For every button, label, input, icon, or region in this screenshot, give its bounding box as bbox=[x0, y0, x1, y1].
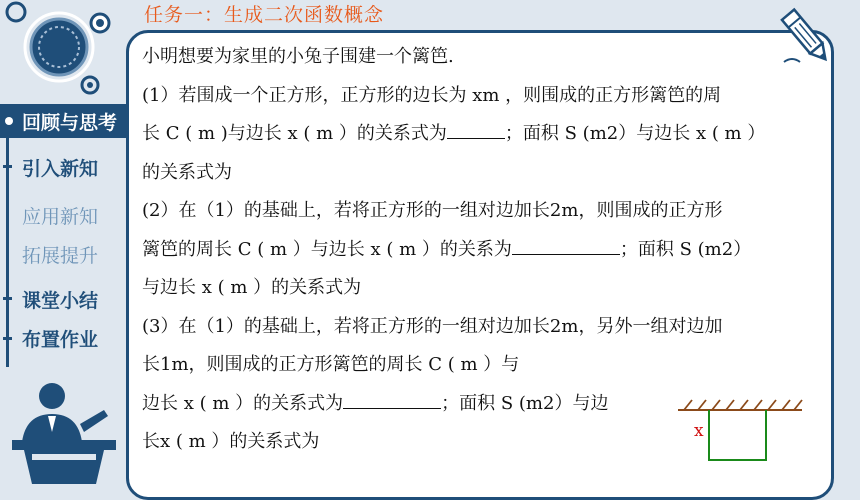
nav-item-apply[interactable] bbox=[0, 198, 132, 232]
nav-item-label: 布置作业 bbox=[22, 328, 99, 351]
q2-line-a: (2）在（1）的基础上，若将正方形的一组对边加长2m，则围成的正方形 bbox=[142, 200, 723, 221]
q3-line-e: 长x ( m ）的关系式为 bbox=[142, 431, 320, 452]
q1-line-a: (1）若围成一个正方形，正方形的边长为 xm ，则围成的正方形篱笆的周 bbox=[142, 84, 722, 106]
q3-line-b: 长1m，则围成的正方形篱笆的周长 C ( m ）与 bbox=[142, 354, 520, 375]
logo-rings-icon bbox=[0, 0, 132, 105]
q3-text-d: ；面积 S (m2）与边 bbox=[441, 392, 609, 414]
fence-figure bbox=[676, 396, 804, 466]
answer-blank[interactable] bbox=[447, 120, 505, 139]
nav-item-extend[interactable] bbox=[0, 237, 132, 271]
q2-line-b bbox=[142, 231, 832, 270]
nav-item-label: 应用新知 bbox=[22, 205, 99, 228]
sidebar bbox=[0, 0, 132, 484]
nav-item-label: 课堂小结 bbox=[22, 289, 99, 312]
presenter-icon bbox=[4, 380, 122, 484]
q2-text-c: ；面积 S (m2） bbox=[619, 238, 752, 260]
bullet-icon bbox=[5, 117, 13, 125]
q1-text-b: 长 C ( m )与边长 x ( m ）的关系式为 bbox=[142, 123, 447, 144]
page-title: 任务一：生成二次函数概念 bbox=[144, 4, 385, 26]
figure-label-x: x bbox=[694, 421, 704, 441]
nav-item-label: 回顾与思考 bbox=[22, 111, 118, 134]
q1-text-c: ；面积 S (m2）与边长 x ( m ） bbox=[504, 123, 766, 144]
q1-line-b bbox=[142, 115, 832, 154]
q3-text-c: 边长 x ( m ）的关系式为 bbox=[142, 392, 344, 414]
nav-item-homework[interactable] bbox=[0, 321, 132, 355]
answer-blank[interactable] bbox=[343, 390, 441, 409]
q2-line-d: 与边长 x ( m ）的关系式为 bbox=[142, 277, 362, 298]
intro-line: 小明想要为家里的小兔子围建一个篱笆. bbox=[142, 46, 454, 67]
nav-item-summary[interactable] bbox=[0, 282, 132, 316]
answer-blank[interactable] bbox=[512, 236, 620, 255]
nav-item-review[interactable] bbox=[0, 104, 132, 138]
nav-item-label: 引入新知 bbox=[22, 157, 99, 180]
q1-line-d: 的关系式为 bbox=[142, 161, 232, 183]
nav-item-introduce[interactable] bbox=[0, 150, 132, 184]
q2-text-b: 篱笆的周长 C ( m ）与边长 x ( m ）的关系为 bbox=[142, 238, 512, 260]
nav-item-label: 拓展提升 bbox=[22, 244, 99, 267]
q3-line-a: (3）在（1）的基础上，若将正方形的一组对边加长2m，另外一组对边加 bbox=[142, 315, 723, 337]
